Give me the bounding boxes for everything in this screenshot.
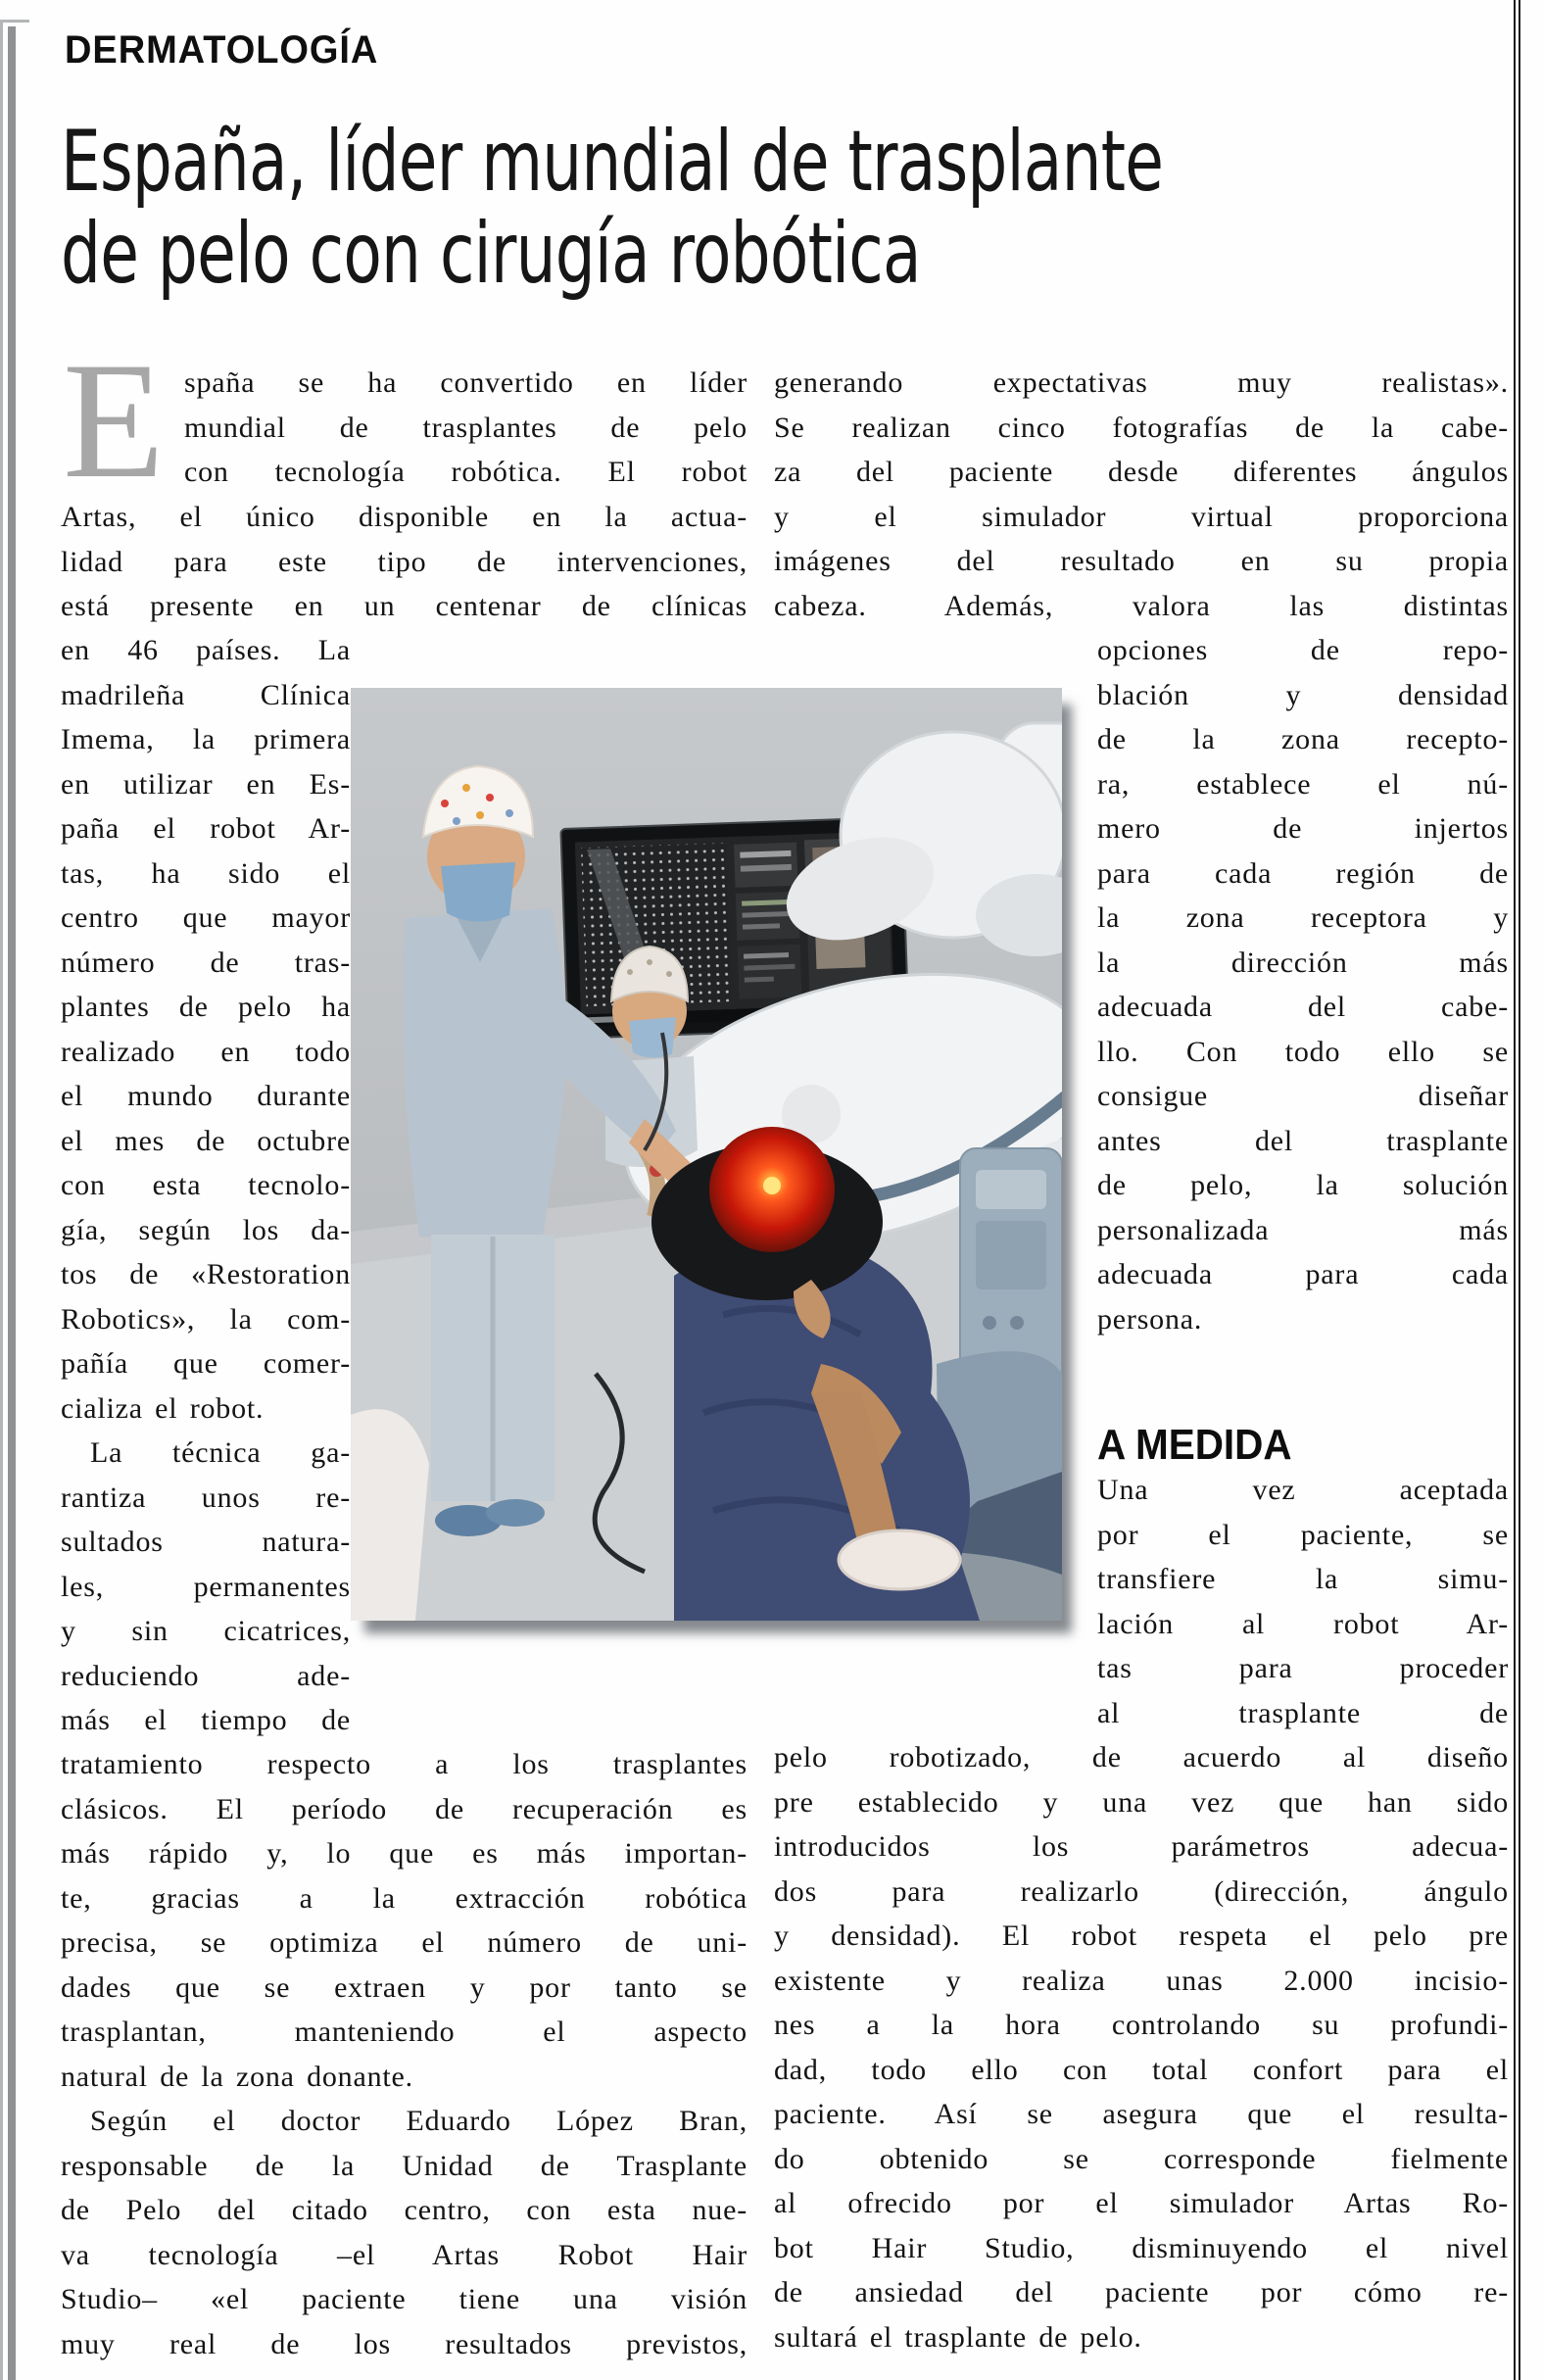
text-line: y el simulador virtual proporciona <box>774 500 1509 533</box>
text-line: spaña se ha convertido en líder <box>184 366 747 399</box>
text-line: opciones de repo- <box>1097 634 1509 666</box>
text-line: La técnica ga- <box>90 1436 351 1469</box>
subhead-a-medida: A MEDIDA <box>1097 1421 1292 1469</box>
text-line: realizado en todo <box>61 1035 351 1068</box>
paragraph-2-wide <box>61 1742 747 2099</box>
text-line: por el paciente, se <box>1097 1518 1509 1551</box>
text-line: imágenes del resultado en su propia <box>774 545 1509 577</box>
section-left-rule <box>8 26 16 2380</box>
page-edge-rule <box>0 20 3 2380</box>
text-line: generando expectativas muy realistas». <box>774 366 1509 399</box>
text-line: muy real de los resultados previstos, <box>61 2327 747 2360</box>
text-line: mundial de trasplantes de pelo <box>184 411 747 444</box>
text-line: gía, según los da- <box>61 1213 351 1246</box>
right-paragraph-2-narrow <box>1097 1468 1509 1735</box>
text-line: al trasplante de <box>1097 1696 1509 1729</box>
text-line: más el tiempo de <box>61 1704 351 1736</box>
text-line: blación y densidad <box>1097 678 1509 711</box>
text-line: el mes de octubre <box>61 1124 351 1157</box>
text-line: lidad para este tipo de intervenciones, <box>61 545 747 578</box>
text-line: cabeza. Además, valora las distintas <box>774 589 1509 622</box>
text-line: y sin cicatrices, <box>61 1615 351 1647</box>
text-line: tas, ha sido el <box>61 856 351 890</box>
headline-line-2: de pelo con cirugía robótica <box>61 205 921 303</box>
text-line: existente y realiza unas 2.000 incisio- <box>774 1964 1509 1997</box>
surgery-photo <box>351 688 1062 1621</box>
text-line: precisa, se optimiza el número de uni- <box>61 1926 747 1959</box>
text-line: do obtenido se corresponde fielmente <box>774 2142 1509 2175</box>
page-corner-rule <box>0 20 29 23</box>
surgery-photo-illustration <box>351 688 1062 1621</box>
text-line: lación al robot Ar- <box>1097 1607 1509 1640</box>
text-line: personalizada más <box>1097 1213 1509 1246</box>
text-line: Artas, el único disponible en la actua- <box>61 501 747 533</box>
headline-line-1: España, líder mundial de trasplante <box>61 113 1164 211</box>
text-line: reduciendo ade- <box>61 1659 351 1692</box>
text-line: está presente en un centenar de clínicas <box>61 590 747 622</box>
text-line: la zona receptora y <box>1097 901 1509 934</box>
paragraph-2-narrow <box>61 1431 351 1743</box>
paragraph-1-narrow <box>61 628 351 1431</box>
paragraph-3-wide <box>61 2099 747 2366</box>
text-line: número de tras- <box>61 946 351 979</box>
text-line: clásicos. El período de recuperación es <box>61 1792 747 1825</box>
text-line: za del paciente desde diferentes ángulos <box>774 456 1509 488</box>
text-line: de Pelo del citado centro, con esta nue- <box>61 2194 747 2226</box>
text-line: paña el robot Ar- <box>61 812 351 845</box>
text-line: sultados natura- <box>61 1526 351 1558</box>
column-right-rule <box>1514 0 1520 2380</box>
text-line: mero de injertos <box>1097 812 1509 845</box>
text-line: de ansiedad del paciente por cómo re- <box>774 2276 1509 2308</box>
text-line: adecuada del cabe- <box>1097 991 1509 1023</box>
text-line: para cada región de <box>1097 856 1509 890</box>
text-line: Imema, la primera <box>61 723 351 755</box>
text-line: pelo robotizado, de acuerdo al diseño <box>774 1741 1509 1773</box>
text-line: madrileña Clínica <box>61 678 351 711</box>
text-line: introducidos los parámetros adecua- <box>774 1830 1509 1863</box>
right-paragraph-1-wide <box>774 361 1509 628</box>
text-line: consigue diseñar <box>1097 1080 1509 1112</box>
text-line: Robotics», la com- <box>61 1302 351 1336</box>
text-line: en utilizar en Es- <box>61 767 351 801</box>
text-line: centro que mayor <box>61 901 351 934</box>
headline <box>61 113 1164 303</box>
text-line: tratamiento respecto a los trasplantes <box>61 1748 747 1780</box>
text-line: más rápido y, lo que es más importan- <box>61 1837 747 1870</box>
text-line: y densidad). El robot respeta el pelo pre <box>774 1919 1509 1952</box>
text-line: plantes de pelo ha <box>61 991 351 1023</box>
text-line: pañía que comer- <box>61 1347 351 1380</box>
text-line: con esta tecnolo- <box>61 1169 351 1201</box>
right-paragraph-2-wide <box>774 1735 1509 2359</box>
text-line: con tecnología robótica. El robot <box>184 456 747 488</box>
text-line: Se realizan cinco fotografías de la cabe- <box>774 411 1509 444</box>
text-line: responsable de la Unidad de Trasplante <box>61 2149 747 2182</box>
text-line: de la zona recepto- <box>1097 723 1509 755</box>
text-line: va tecnología –el Artas Robot Hair <box>61 2238 747 2271</box>
drop-cap: E <box>63 328 165 512</box>
text-line: en 46 países. La <box>61 634 351 666</box>
text-line: al ofrecido por el simulador Artas Ro- <box>774 2187 1509 2219</box>
text-line: te, gracias a la extracción robótica <box>61 1881 747 1915</box>
text-line: nes a la hora controlando su profundi- <box>774 2009 1509 2041</box>
text-line: cializa el robot. <box>61 1391 265 1425</box>
text-line: ra, establece el nú- <box>1097 767 1509 801</box>
text-line: bot Hair Studio, disminuyendo el nivel <box>774 2231 1509 2264</box>
text-line: adecuada para cada <box>1097 1258 1509 1290</box>
text-line: dos para realizarlo (dirección, ángulo <box>774 1874 1509 1908</box>
text-line: rantiza unos re- <box>61 1481 351 1514</box>
text-line: dades que se extraen y por tanto se <box>61 1970 747 2004</box>
right-paragraph-1-narrow <box>1097 628 1509 1341</box>
text-line: Studio– «el paciente tiene una visión <box>61 2283 747 2315</box>
text-line: Según el doctor Eduardo López Bran, <box>90 2105 747 2137</box>
text-line: sultará el trasplante de pelo. <box>774 2320 1142 2354</box>
text-line: el mundo durante <box>61 1080 351 1112</box>
text-line: paciente. Así se asegura que el resulta- <box>774 2098 1509 2130</box>
text-line: persona. <box>1097 1302 1203 1336</box>
text-line: tas para proceder <box>1097 1652 1509 1684</box>
text-line: antes del trasplante <box>1097 1124 1509 1157</box>
text-line: pre establecido y una vez que han sido <box>774 1785 1509 1819</box>
text-line: llo. Con todo ello se <box>1097 1035 1509 1068</box>
text-line: Una vez aceptada <box>1097 1474 1509 1506</box>
section-kicker: DERMATOLOGÍA <box>65 28 379 72</box>
text-line: les, permanentes <box>61 1570 351 1603</box>
text-line: dad, todo ello con total confort para el <box>774 2053 1509 2086</box>
text-line: de pelo, la solución <box>1097 1169 1509 1201</box>
text-line: trasplantan, manteniendo el aspecto <box>61 2016 747 2048</box>
text-line: tos de «Restoration <box>61 1258 351 1290</box>
paragraph-1-beside-dropcap <box>184 361 747 495</box>
text-line: natural de la zona donante. <box>61 2060 413 2093</box>
text-line: la dirección más <box>1097 946 1509 979</box>
paragraph-1-wide <box>61 495 747 629</box>
text-line: transfiere la simu- <box>1097 1563 1509 1595</box>
